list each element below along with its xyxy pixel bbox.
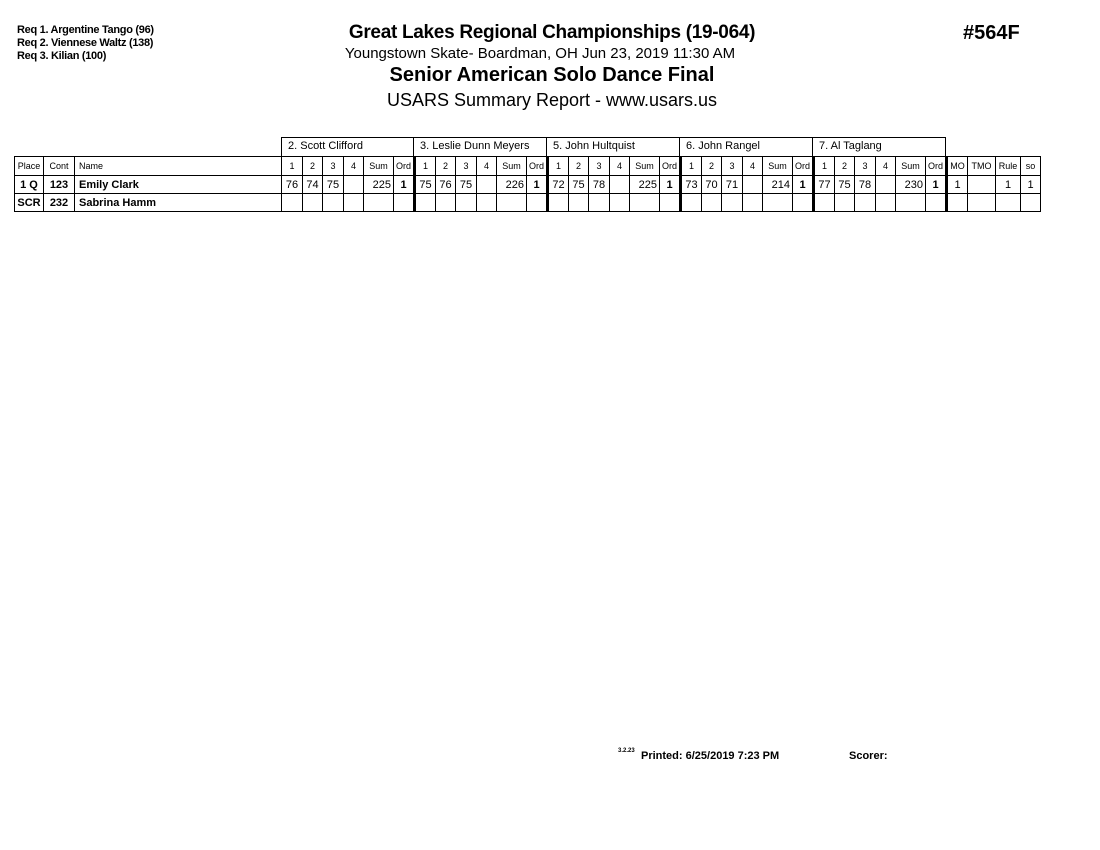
judge-score-header: 1 — [681, 157, 702, 176]
contestant-number: 232 — [44, 194, 75, 212]
table-row — [15, 176, 1041, 194]
ordinal-cell — [527, 194, 548, 212]
cont-header: Cont — [44, 157, 75, 176]
sum-cell: 226 — [497, 176, 527, 194]
judge-header-row — [281, 137, 946, 156]
judge-score-header: Sum — [896, 157, 926, 176]
judge-score-header: 2 — [436, 157, 456, 176]
judge-name: 2. Scott Clifford — [281, 137, 414, 156]
ordinal-cell — [793, 194, 814, 212]
extra-cell — [968, 194, 996, 212]
judge-score-header: 3 — [722, 157, 743, 176]
column-header-row — [15, 157, 1041, 176]
requirement-item: Req 2. Viennese Waltz (138) — [17, 37, 154, 49]
judge-score-header: Sum — [630, 157, 660, 176]
ordinal-cell — [394, 194, 415, 212]
score-cell: 75 — [456, 176, 477, 194]
score-cell — [569, 194, 589, 212]
judge-score-header: 2 — [303, 157, 323, 176]
requirement-item: Req 3. Kilian (100) — [17, 50, 107, 62]
judge-score-header: 3 — [855, 157, 876, 176]
extra-cell: 1 — [996, 176, 1021, 194]
extra-header: TMO — [968, 157, 996, 176]
judge-score-header: 1 — [282, 157, 303, 176]
judge-score-header: 1 — [548, 157, 569, 176]
score-cell: 74 — [303, 176, 323, 194]
extra-header: so — [1021, 157, 1041, 176]
extra-cell: 1 — [947, 176, 968, 194]
place-cell: SCR — [15, 194, 44, 212]
score-cell — [610, 194, 630, 212]
judge-score-header: 2 — [702, 157, 722, 176]
score-cell — [548, 194, 569, 212]
score-cell — [743, 194, 763, 212]
score-cell — [835, 194, 855, 212]
score-cell — [477, 176, 497, 194]
judge-name: 5. John Hultquist — [547, 137, 680, 156]
score-cell — [436, 194, 456, 212]
score-cell: 71 — [722, 176, 743, 194]
score-cell: 75 — [323, 176, 344, 194]
score-cell: 75 — [835, 176, 855, 194]
score-cell: 78 — [855, 176, 876, 194]
extra-cell: 1 — [1021, 176, 1041, 194]
score-cell — [344, 194, 364, 212]
ordinal-cell — [926, 194, 947, 212]
report-title: USARS Summary Report - www.usars.us — [386, 90, 718, 110]
judge-score-header: Sum — [497, 157, 527, 176]
score-cell: 72 — [548, 176, 569, 194]
sum-cell: 225 — [630, 176, 660, 194]
score-cell — [323, 194, 344, 212]
extra-cell — [968, 176, 996, 194]
place-header: Place — [15, 157, 44, 176]
extra-cell — [1021, 194, 1041, 212]
score-cell: 76 — [436, 176, 456, 194]
extra-header: MO — [947, 157, 968, 176]
judge-score-header: 1 — [415, 157, 436, 176]
extra-cell — [996, 194, 1021, 212]
score-cell: 77 — [814, 176, 835, 194]
extra-cell — [947, 194, 968, 212]
event-title: Great Lakes Regional Championships (19-064) — [348, 22, 756, 43]
score-cell — [876, 194, 896, 212]
sum-cell — [896, 194, 926, 212]
judge-score-header: Ord — [793, 157, 814, 176]
ordinal-cell: 1 — [527, 176, 548, 194]
judge-score-header: Ord — [660, 157, 681, 176]
judge-score-header: 4 — [610, 157, 630, 176]
sum-cell — [763, 194, 793, 212]
score-cell — [589, 194, 610, 212]
judge-score-header: Ord — [926, 157, 947, 176]
ordinal-cell — [660, 194, 681, 212]
score-cell — [610, 176, 630, 194]
division-title: Senior American Solo Dance Final — [389, 64, 715, 86]
judge-score-header: 3 — [589, 157, 610, 176]
judge-score-header: 2 — [569, 157, 589, 176]
score-cell: 70 — [702, 176, 722, 194]
score-cell — [282, 194, 303, 212]
judge-name: 6. John Rangel — [680, 137, 813, 156]
venue-datetime: Youngstown Skate- Boardman, OH Jun 23, 2019 11:30 AM — [344, 45, 736, 62]
judge-score-header: 4 — [876, 157, 896, 176]
score-cell — [477, 194, 497, 212]
score-cell: 76 — [282, 176, 303, 194]
judge-score-header: Sum — [763, 157, 793, 176]
judge-score-header: 3 — [456, 157, 477, 176]
score-cell — [415, 194, 436, 212]
event-number: #564F — [963, 22, 1020, 44]
score-cell — [456, 194, 477, 212]
judge-score-header: 3 — [323, 157, 344, 176]
sum-cell: 214 — [763, 176, 793, 194]
judge-score-header: 4 — [344, 157, 364, 176]
judge-score-header: 1 — [814, 157, 835, 176]
skater-name: Emily Clark — [75, 176, 282, 194]
score-cell — [303, 194, 323, 212]
judge-name: 3. Leslie Dunn Meyers — [414, 137, 547, 156]
skater-name: Sabrina Hamm — [75, 194, 282, 212]
scorer-label: Scorer: — [849, 750, 888, 762]
score-cell — [344, 176, 364, 194]
printed-timestamp: Printed: 6/25/2019 7:23 PM — [641, 750, 780, 762]
ordinal-cell: 1 — [660, 176, 681, 194]
score-cell — [722, 194, 743, 212]
contestant-number: 123 — [44, 176, 75, 194]
score-cell — [814, 194, 835, 212]
software-version: 3.2.23 — [618, 748, 635, 754]
score-cell: 73 — [681, 176, 702, 194]
place-cell: 1 Q — [15, 176, 44, 194]
judge-score-header: Ord — [527, 157, 548, 176]
ordinal-cell: 1 — [793, 176, 814, 194]
score-cell: 75 — [569, 176, 589, 194]
score-cell — [702, 194, 722, 212]
judge-score-header: 2 — [835, 157, 855, 176]
score-cell — [681, 194, 702, 212]
score-cell: 78 — [589, 176, 610, 194]
judge-score-header: 4 — [743, 157, 763, 176]
sum-cell: 225 — [364, 176, 394, 194]
extra-header: Rule — [996, 157, 1021, 176]
judge-name: 7. Al Taglang — [813, 137, 946, 156]
sum-cell — [364, 194, 394, 212]
sum-cell: 230 — [896, 176, 926, 194]
score-cell — [855, 194, 876, 212]
sum-cell — [497, 194, 527, 212]
name-header: Name — [75, 157, 282, 176]
score-cell — [743, 176, 763, 194]
requirements-list — [17, 24, 154, 63]
ordinal-cell: 1 — [394, 176, 415, 194]
sum-cell — [630, 194, 660, 212]
results-table — [14, 156, 1041, 212]
judge-score-header: 4 — [477, 157, 497, 176]
ordinal-cell: 1 — [926, 176, 947, 194]
requirement-item: Req 1. Argentine Tango (96) — [17, 24, 154, 36]
table-row — [15, 194, 1041, 212]
judge-score-header: Ord — [394, 157, 415, 176]
score-cell — [876, 176, 896, 194]
score-cell: 75 — [415, 176, 436, 194]
judge-score-header: Sum — [364, 157, 394, 176]
